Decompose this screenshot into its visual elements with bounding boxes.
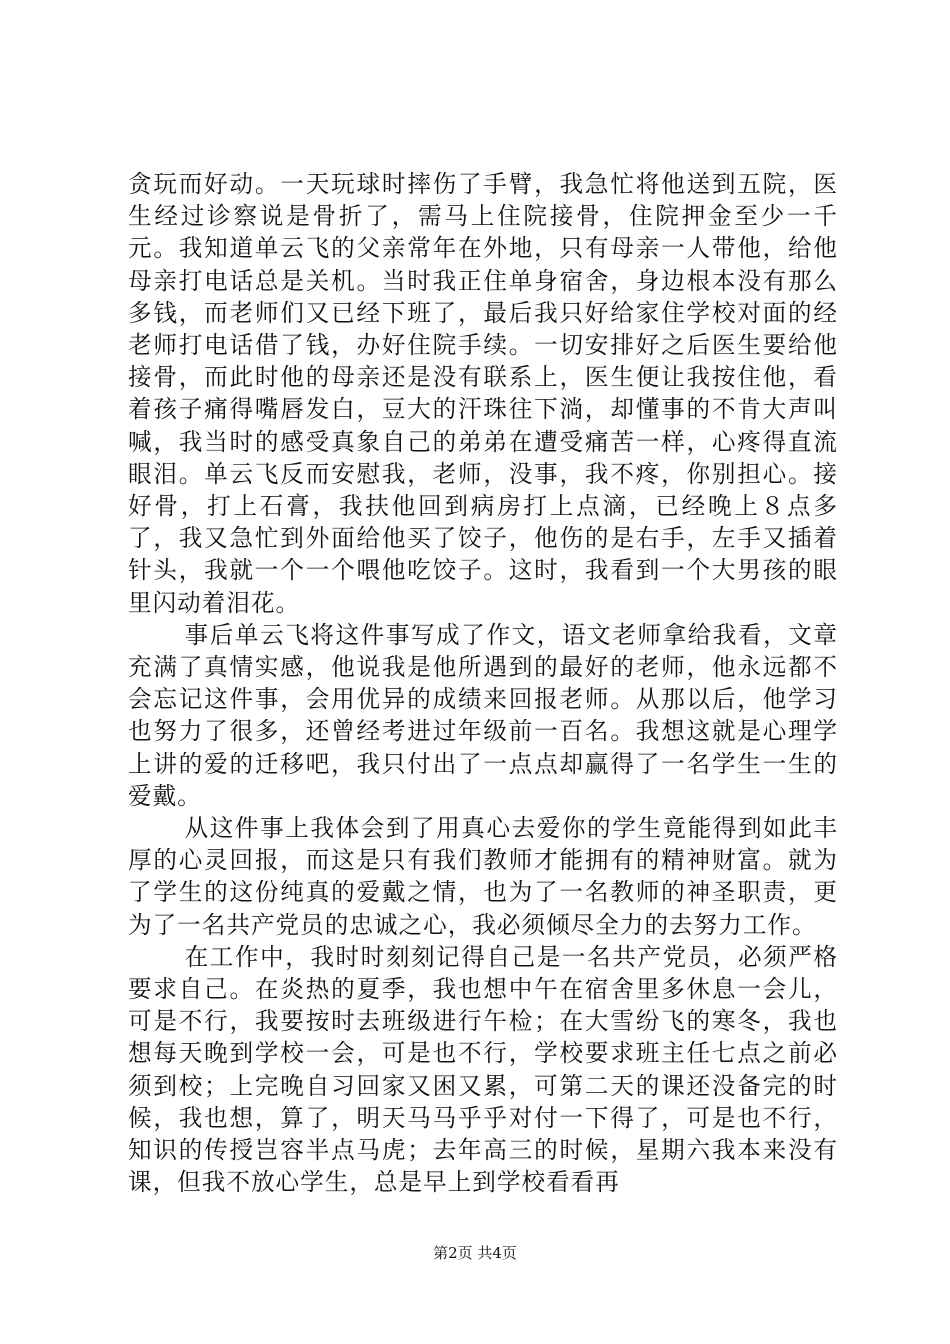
paragraph-2: 事后单云飞将这件事写成了作文，语文老师拿给我看，文章充满了真情实感，他说我是他所遇到的最好的老师，他永远都不会忘记这件事，会用优异的成绩来回报老师。从那以后，他学习也努力了很多，还曾经考进过年级前一百名。我想这就是心理学上讲的爱的迁移吧，我只付出了一点点却赢得了一名学生一生的爱戴。 <box>128 620 838 810</box>
paragraph-4: 在工作中，我时时刻刻记得自己是一名共产党员，必须严格要求自己。在炎热的夏季，我也想中午在宿舍里多休息一会儿，可是不行，我要按时去班级进行午检；在大雪纷飞的寒冬，我也想每天晚到学校一会，可是也不行，学校要求班主任七点之前必须到校；上完晚自习回家又困又累，可第二天的课还没备完的时候，我也想，算了，明天马马乎乎对付一下得了，可是也不行，知识的传授岂容半点马虎；去年高三的时候，星期六我本来没有课，但我不放心学生，总是早上到学校看看再 <box>128 942 838 1197</box>
page-number: 第2页 共4页 <box>433 1244 517 1262</box>
body-text <box>128 168 838 1199</box>
paragraph-1: 贪玩而好动。一天玩球时摔伤了手臂，我急忙将他送到五院，医生经过诊察说是骨折了，需马上住院接骨，住院押金至少一千元。我知道单云飞的父亲常年在外地，只有母亲一人带他，给他母亲打电话总是关机。当时我正住单身宿舍，身边根本没有那么多钱，而老师们又已经下班了，最后我只好给家住学校对面的经老师打电话借了钱，办好住院手续。一切安排好之后医生要给他接骨，而此时他的母亲还是没有联系上，医生便让我按住他，看着孩子痛得嘴唇发白，豆大的汗珠往下淌，却懂事的不肯大声叫喊，我当时的感受真象自己的弟弟在遭受痛苦一样，心疼得直流眼泪。单云飞反而安慰我，老师，没事，我不疼，你别担心。接好骨，打上石膏，我扶他回到病房打上点滴，已经晚上８点多了，我又急忙到外面给他买了饺子，他伤的是右手，左手又插着针头，我就一个一个喂他吃饺子。这时，我看到一个大男孩的眼里闪动着泪花。 <box>128 170 838 617</box>
page-footer <box>0 1243 950 1263</box>
paragraph-3: 从这件事上我体会到了用真心去爱你的学生竟能得到如此丰厚的心灵回报，而这是只有我们教师才能拥有的精神财富。就为了学生的这份纯真的爱戴之情，也为了一名教师的神圣职责，更为了一名共产党员的忠诚之心，我必须倾尽全力的去努力工作。 <box>128 814 838 939</box>
